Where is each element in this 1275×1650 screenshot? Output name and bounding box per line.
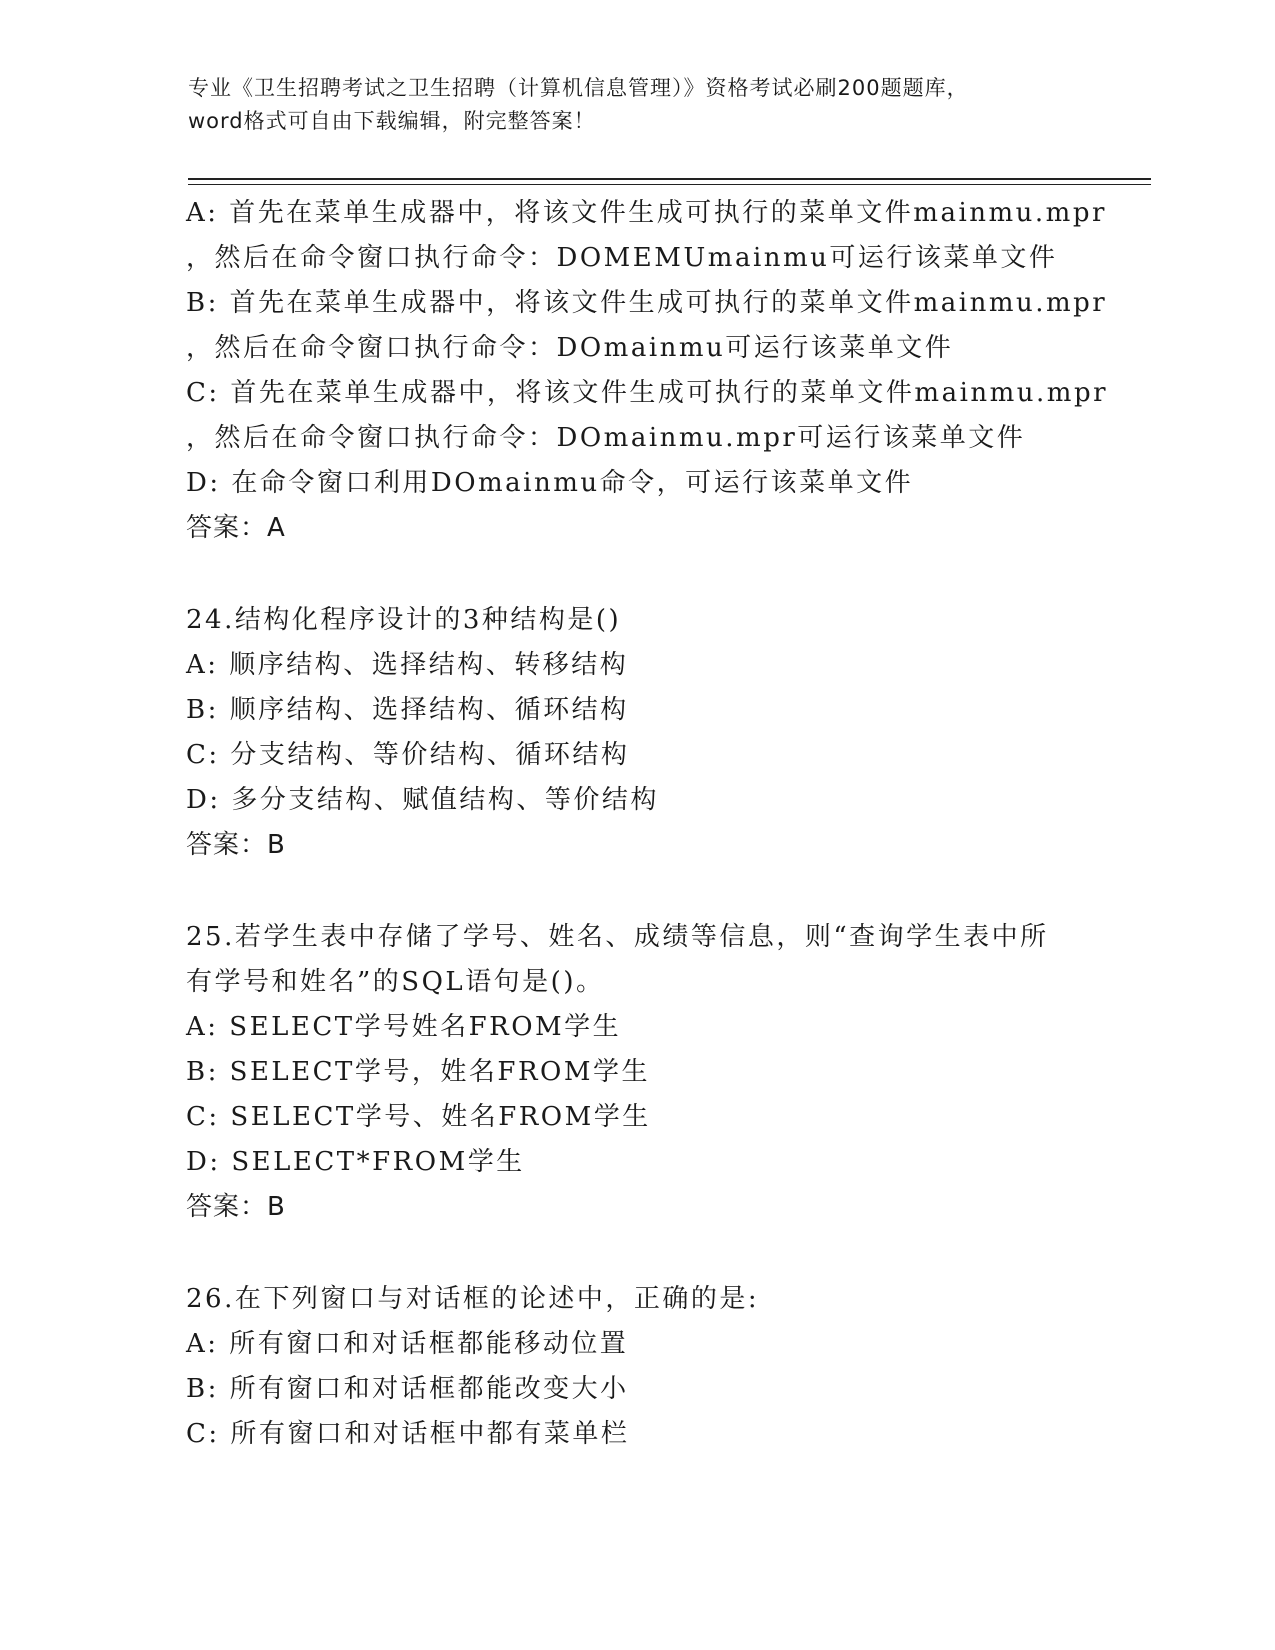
question-line: C: 首先在菜单生成器中，将该文件生成可执行的菜单文件mainmu.mpr <box>186 378 1109 408</box>
document-header <box>188 72 1068 138</box>
question-block <box>186 598 1086 868</box>
question-line: D: 在命令窗口利用DOmainmu命令，可运行该菜单文件 <box>186 468 914 498</box>
question-line: ，然后在命令窗口执行命令：DOmainmu可运行该菜单文件 <box>186 333 954 363</box>
answer-line: 答案：B <box>186 1192 286 1222</box>
option-a: A: SELECT学号姓名FROM学生 <box>186 1012 622 1042</box>
question-stem: 24.结构化程序设计的3种结构是() <box>186 605 622 635</box>
option-b: B: 所有窗口和对话框都能改变大小 <box>186 1374 629 1404</box>
option-b: B: 顺序结构、选择结构、循环结构 <box>186 695 629 725</box>
spacer <box>186 868 1086 915</box>
question-block <box>186 191 1109 551</box>
question-line: ，然后在命令窗口执行命令：DOMEMUmainmu可运行该菜单文件 <box>186 243 1058 273</box>
option-d: D: SELECT*FROM学生 <box>186 1147 525 1177</box>
header-rule-thick <box>188 178 1151 180</box>
question-block <box>186 1277 1086 1457</box>
question-stem: 25.若学生表中存储了学号、姓名、成绩等信息，则“查询学生表中所 <box>186 922 1049 952</box>
option-b: B: SELECT学号，姓名FROM学生 <box>186 1057 650 1087</box>
answer-line: 答案：A <box>186 513 286 543</box>
question-stem: 26.在下列窗口与对话框的论述中，正确的是: <box>186 1284 760 1314</box>
header-rule-thin <box>188 184 1151 185</box>
option-d: D: 多分支结构、赋值结构、等价结构 <box>186 785 659 815</box>
question-list <box>186 191 1109 1457</box>
question-line: B: 首先在菜单生成器中，将该文件生成可执行的菜单文件mainmu.mpr <box>186 288 1108 318</box>
question-line: A: 首先在菜单生成器中，将该文件生成可执行的菜单文件mainmu.mpr <box>186 198 1107 228</box>
option-c: C: 所有窗口和对话框中都有菜单栏 <box>186 1419 630 1449</box>
question-block <box>186 915 1086 1230</box>
answer-line: 答案：B <box>186 830 286 860</box>
option-c: C: 分支结构、等价结构、循环结构 <box>186 740 630 770</box>
header-line-1: 专业《卫生招聘考试之卫生招聘（计算机信息管理）》资格考试必刷200题题库， <box>188 76 969 100</box>
spacer <box>186 551 1086 598</box>
question-stem: 有学号和姓名”的SQL语句是()。 <box>186 967 605 997</box>
header-line-2: word格式可自由下载编辑，附完整答案！ <box>188 109 596 133</box>
question-line: ，然后在命令窗口执行命令：DOmainmu.mpr可运行该菜单文件 <box>186 423 1026 453</box>
spacer <box>186 1230 1086 1277</box>
option-c: C: SELECT学号、姓名FROM学生 <box>186 1102 651 1132</box>
option-a: A: 顺序结构、选择结构、转移结构 <box>186 650 629 680</box>
option-a: A: 所有窗口和对话框都能移动位置 <box>186 1329 629 1359</box>
